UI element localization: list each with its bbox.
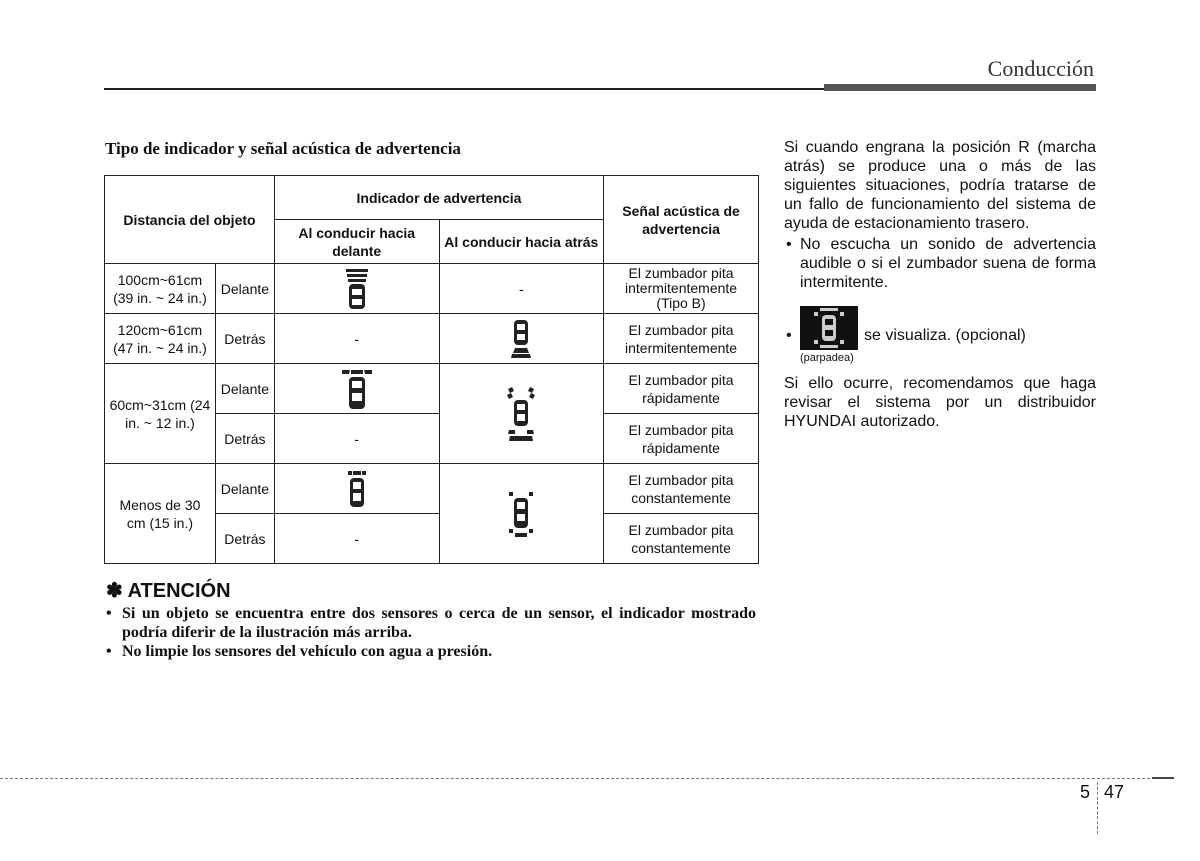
col-header-forward: Al conducir hacia delante bbox=[274, 220, 439, 264]
direction-cell: Detrás bbox=[215, 514, 274, 564]
car-rear-warning-icon bbox=[510, 319, 532, 359]
distance-cell: Menos de 30 cm (15 in.) bbox=[105, 464, 216, 564]
sound-cell: El zumbador pita constantemente bbox=[604, 464, 759, 514]
direction-cell: Delante bbox=[215, 464, 274, 514]
indicator-display-row bbox=[784, 306, 1096, 368]
attention-item: • No limpie los sensores del vehículo con agua a presión. bbox=[106, 642, 756, 661]
forward-indicator-cell: - bbox=[274, 514, 439, 564]
sound-cell: El zumbador pita rápidamente bbox=[604, 364, 759, 414]
forward-indicator-cell bbox=[274, 264, 439, 314]
attention-list bbox=[106, 604, 756, 661]
forward-indicator-cell: - bbox=[274, 314, 439, 364]
intro-paragraph: Si cuando engrana la posición R (marcha atrás) se produce una o más de las siguientes situaciones, podría tratarse de un fallo de funcionamiento del sistema de ayuda de estacionamiento trasero. bbox=[784, 139, 1096, 232]
bullet: • bbox=[786, 327, 792, 344]
attention-item: • Si un objeto se encuentra entre dos sensores o cerca de un sensor, el indicador mostrado podría diferir de la ilustración más arriba. bbox=[106, 604, 756, 642]
chapter-number: 5 bbox=[1080, 782, 1091, 802]
section-title: Tipo de indicador y señal acústica de advertencia bbox=[105, 139, 461, 158]
running-header: Conducción bbox=[987, 56, 1094, 81]
col-header-sound: Señal acústica de advertencia bbox=[604, 176, 759, 264]
parking-display-icon bbox=[800, 306, 858, 350]
distance-cell: 60cm~31cm (24 in. ~ 12 in.) bbox=[105, 364, 216, 464]
reverse-indicator-cell bbox=[439, 464, 604, 564]
symptom-list bbox=[784, 235, 1096, 292]
distance-cell: 100cm~61cm (39 in. ~ 24 in.) bbox=[105, 264, 216, 314]
direction-cell: Detrás bbox=[215, 314, 274, 364]
car-all-sensors-warning-icon bbox=[505, 386, 537, 442]
header-rule-accent bbox=[824, 84, 1096, 91]
forward-indicator-cell: - bbox=[274, 414, 439, 464]
recommendation-paragraph: Si ello ocurre, recomendamos que haga revisar el sistema por un distribuidor HYUNDAI autorizado. bbox=[784, 375, 1096, 430]
distance-cell: 120cm~61cm (47 in. ~ 24 in.) bbox=[105, 314, 216, 364]
car-front-warning-icon bbox=[344, 268, 370, 310]
direction-cell: Delante bbox=[215, 264, 274, 314]
sound-cell: El zumbador pita rápidamente bbox=[604, 414, 759, 464]
symptom-item: • No escucha un sonido de advertencia audible o si el zumbador suena de forma intermitente. bbox=[784, 235, 1096, 292]
car-front-close-warning-icon bbox=[346, 470, 368, 508]
display-text: se visualiza. (opcional) bbox=[864, 327, 1026, 344]
sound-cell: El zumbador pita intermitentemente (Tipo B) bbox=[604, 264, 759, 314]
reverse-indicator-cell bbox=[439, 364, 604, 464]
reverse-indicator-cell bbox=[439, 314, 604, 364]
attention-title: ✽ ATENCIÓN bbox=[106, 580, 231, 602]
forward-indicator-cell bbox=[274, 464, 439, 514]
page-number: 47 bbox=[1104, 782, 1125, 802]
direction-cell: Detrás bbox=[215, 414, 274, 464]
direction-cell: Delante bbox=[215, 364, 274, 414]
car-all-sensors-close-icon bbox=[507, 489, 535, 539]
right-column bbox=[784, 138, 1096, 431]
col-header-reverse: Al conducir hacia atrás bbox=[439, 220, 604, 264]
footer-rule-accent bbox=[1152, 777, 1174, 779]
blink-label: (parpadea) bbox=[800, 352, 854, 364]
reverse-indicator-cell: - bbox=[439, 264, 604, 314]
warning-table bbox=[104, 175, 759, 564]
col-header-indicator: Indicador de advertencia bbox=[274, 176, 603, 220]
sound-cell: El zumbador pita constantemente bbox=[604, 514, 759, 564]
footer-rule bbox=[0, 778, 1150, 779]
car-front-corners-warning-icon bbox=[340, 368, 374, 410]
sound-cell: El zumbador pita intermitentemente bbox=[604, 314, 759, 364]
col-header-distance: Distancia del objeto bbox=[105, 176, 275, 264]
footer-divider bbox=[1097, 782, 1098, 834]
forward-indicator-cell bbox=[274, 364, 439, 414]
